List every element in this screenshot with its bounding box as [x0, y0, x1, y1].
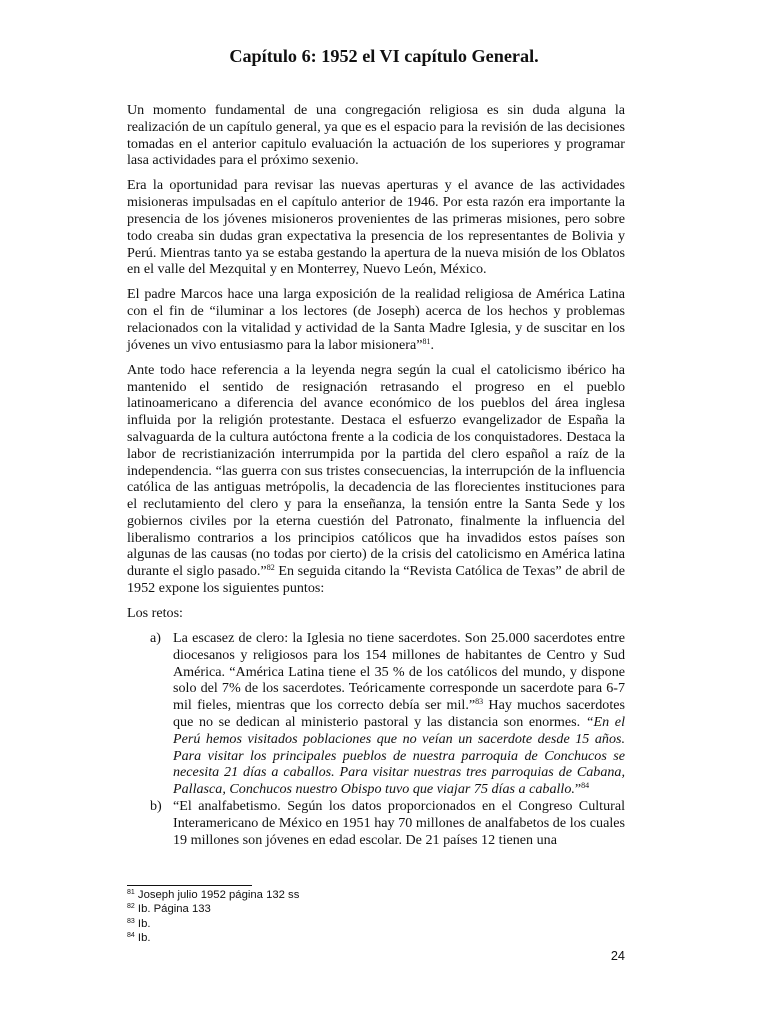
footnote-number: 84 — [127, 932, 135, 940]
footnote-text: Ib. — [134, 917, 151, 930]
paragraph-text: Ante todo hace referencia a la leyenda negra según la cual el catolicismo ibérico ha mantenido el sentido de resignación retrasando el progreso en el pueblo latinoamericano a diferencia del avance económico de los pueblos del área inglesa influida por la religión protestante. Destaca el esfuerzo evangelizador de España la salvaguarda de la cultura autóctona frente a la codicia de los conquistadores. Destaca la labor de recristianización interrumpida por la partida del clero español a raíz de la independencia. “las guerra con sus tristes consecuencias, la interrupción de la influencia católica de las antiguas metrópolis, la decadencia de las florecientes instituciones para el reclutamiento del clero y para la enseñanza, la tensión entre la Santa Sede y los gobiernos civiles por la eterna cuestión del Patronato, finalmente la influencia del liberalismo contrarios a los principios católicos que ha invadidos estos países son algunas de las causas (no todas por cierto) de la crisis del catolicismo en América latina durante el siglo pasado.” — [127, 361, 625, 580]
list-item-text: ” — [574, 781, 582, 798]
list-marker: b) — [150, 798, 162, 815]
challenges-list — [127, 630, 625, 848]
paragraph-text: Un momento fundamental de una congregación religiosa es sin duda alguna la realización de un capítulo general, ya que es el espacio para la revisión de las decisiones tomadas en el anterior capitulo evaluación la actuación de los superiores y programar lasa actividades para el próximo sexenio. — [127, 102, 625, 169]
paragraph — [127, 177, 625, 278]
footnote-number: 82 — [127, 903, 135, 911]
footnote-ref: 82 — [266, 563, 275, 573]
paragraph-text: . — [430, 336, 435, 353]
footnote-ref: 83 — [475, 697, 484, 707]
paragraph — [127, 605, 625, 622]
footnote-separator — [127, 885, 252, 886]
footnote-text: Ib. — [134, 932, 151, 945]
list-marker: a) — [150, 630, 161, 647]
list-item-text: “El analfabetismo. Según los datos proporcionados en el Congreso Cultural Interamericano de México en 1951 hay 70 millones de analfabetos de los cuales 19 millones son jóvenes en edad escolar. De 21 países 12 tienen una — [173, 798, 625, 848]
footnote-number: 83 — [127, 917, 135, 925]
paragraph-text: Los retos: — [127, 605, 183, 622]
paragraph — [127, 102, 625, 169]
footnote — [127, 902, 625, 916]
paragraph-text: En seguida citando la “Revista Católica de Texas” de abril de 1952 expone los siguientes puntos: — [127, 563, 626, 597]
list-item-text: La escasez de clero: la Iglesia no tiene sacerdotes. Son 25.000 sacerdotes entre diocesanos y religiosos para los 154 millones de habitantes de Centro y Sud América. “América Latina tiene el 35 % de los católicos del mundo, y dispone solo del 7% de los sacerdotes. Teóricamente corresponde un sacerdote para 6-7 mil fieles, mientras que los correcto debía ser mil.” — [173, 630, 625, 714]
footnote-ref: 81 — [422, 336, 431, 346]
footnote-ref: 84 — [581, 781, 590, 791]
list-item-text: Hay muchos sacerdotes que no se dedican al ministerio pastoral y las distancia son enormes. — [173, 697, 625, 731]
footnote-number: 81 — [127, 889, 135, 896]
footnotes — [127, 885, 625, 946]
list-item — [127, 630, 625, 798]
footnote-text: Ib. Página 133 — [134, 903, 211, 916]
paragraph — [127, 362, 625, 597]
italic-quote: “En el Perú hemos visitados poblaciones que no veían un sacerdote desde 15 años. Para visitar los principales pueblos de nuestra parroquia de Conchucos se necesita 21 días a caballos. Para visitar nuestras tres parroquias de Cabana, Pallasca, Conchucos nuestro Obispo tuvo que viajar 75 días a caballo. — [173, 714, 625, 798]
footnote-text: Joseph julio 1952 página 132 ss — [134, 889, 300, 901]
footnote — [127, 931, 625, 945]
body-text — [127, 102, 625, 848]
list-item — [127, 798, 625, 848]
chapter-title: Capítulo 6: 1952 el VI capítulo General. — [229, 46, 539, 66]
footnote — [127, 917, 625, 931]
paragraph — [127, 286, 625, 353]
paragraph-text: Era la oportunidad para revisar las nuevas aperturas y el avance de las actividades misioneras impulsadas en el capítulo anterior de 1946. Por esta razón era importante la presencia de los jóvenes misioneros provenientes de las primeras misiones, pero sobre todo creaba sin dudas gran expectativa la presencia de los representantes de Bolivia y Perú. Mientras tanto ya se estaba gestando la apertura de la nueva misión de los Oblatos en el valle del Mezquital y en Monterrey, Nuevo León, México. — [127, 177, 625, 278]
page-number: 24 — [610, 949, 625, 963]
footnote — [127, 888, 625, 902]
paragraph-text: El padre Marcos hace una larga exposición de la realidad religiosa de América Latina con el fin de “iluminar a los lectores (de Joseph) acerca de los hechos y problemas relacionados con la vitalidad y actividad de la Santa Madre Iglesia, y de suscitar en los jóvenes un vivo entusiasmo para la labor misionera” — [127, 286, 625, 353]
